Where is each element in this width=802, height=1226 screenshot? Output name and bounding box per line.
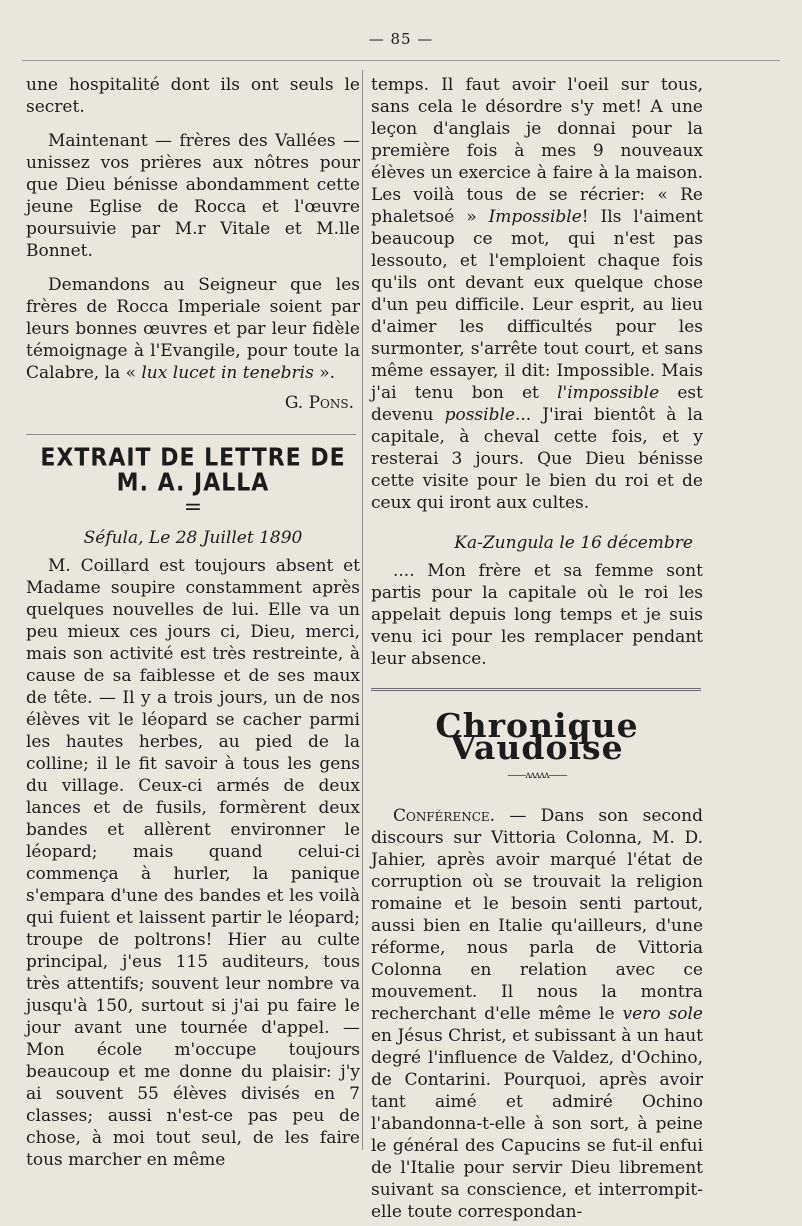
chronique-ornament: ——ʌʌʌʌʌ—— — [507, 770, 567, 781]
page-number: — 85 — — [368, 30, 434, 48]
conference-lead: Conférence. — [393, 806, 496, 826]
heading-ornament: = — [183, 495, 203, 520]
letter-continuation: temps. Il faut avoir l'oeil sur tous, sans cela le désordre s'y met! A une leçon d'anglais je donnai pour la première fois à mes 9 nouveaux élèves un exercice à faire à la maison. Les voilà tous de se récrier: « Re phaletsoé » Impossible! Ils l'aiment beaucoup ce mot, qui n'est pas lessouto, et l'emploient chaque fois qu'ils ont devant eux quelque chose d'un peu difficile. Leur esprit, au lieu d'aimer les difficultés pour les surmonter, s'arrête tout court, et sans même essayer, il dit: Impossible. Mais j'ai tenu bon et l'impossible est devenu possible... J'irai bientôt à la capitale, à cheval cette fois, et y resterai 3 jours. Que Dieu bénisse cette visite pour le bien du roi et de ceux qui iront aux cultes. — [371, 75, 703, 513]
column-divider — [362, 70, 363, 1150]
section-double-rule — [371, 688, 701, 691]
paragraph-conference: Conférence. — Dans son second discours sur Vittoria Colonna, M. D. Jahier, après avoir marqué l'état de corruption où se trouvait la religion romaine et le besoin senti partout, aussi bien en Italie qu'ailleurs, d'une réforme, nous parla de Vittoria Colonna en relation avec ce mouvement. Il nous la montra recherchant d'elle même le vero sole en Jésus Christ, et subissant à un haut degré l'influence de Valdez, d'Ochino, de Contarini. Pourquoi, après avoir tant aimé et admiré Ochino l'abandonna-t-elle à son sort, à peine le général des Capucins se fut-il enfui de l'Italie pour servir Dieu librement suivant sa conscience, et interrompit-elle toute correspondan- — [371, 806, 703, 1222]
second-dateline: Ka-Zungula le 16 décembre — [454, 533, 693, 553]
chronique-heading: Chronique Vaudoise — [435, 706, 639, 767]
left-column — [26, 74, 360, 1171]
paragraph-hospitalite: une hospitalité dont ils ont seuls le secret. — [26, 75, 360, 117]
paragraph-demandons: Demandons au Seigneur que les frères de Rocca Imperiale soient par leurs bonnes œuvres et par leur fidèle témoignage à l'Evangile, pour toute la Calabre, la « lux lucet in tenebris ». — [26, 275, 360, 383]
right-column — [371, 74, 703, 1223]
header-rule — [22, 60, 780, 61]
paragraph-mon-frere: .... Mon frère et sa femme sont partis pour la capitale où le roi les appelait depuis long temps et je suis venu ici pour les remplacer pendant leur absence. — [371, 561, 703, 669]
latin-quote: lux lucet in tenebris — [141, 363, 314, 383]
section-rule — [26, 434, 356, 435]
letter-dateline: Séfula, Le 28 Juillet 1890 — [83, 528, 303, 548]
paragraph-maintenant: Maintenant — frères des Vallées — unissez vos prières aux nôtres pour que Dieu bénisse abondamment cette jeune Eglise de Rocca et l'œuvre poursuivie par M.r Vitale et M.lle Bonnet. — [26, 131, 360, 261]
letter-heading: EXTRAIT DE LETTRE DE M. A. JALLA — [40, 443, 346, 498]
signature: G. Pons. — [284, 393, 354, 413]
letter-body: M. Coillard est toujours absent et Madame soupire constamment après quelques nouvelles de lui. Elle va un peu mieux ces jours ci, Dieu, merci, mais son activité est très restreinte, à cause de sa faiblesse et de ses maux de tête. — Il y a trois jours, un de nos élèves vit le léopard se cacher parmi les hautes herbes, au pied de la colline; il le fit savoir à tous les gens du village. Ceux-ci armés de deux lances et de fusils, formèrent deux bandes et allèrent environner le léopard; mais quand celui-ci commença à hurler, la panique s'empara d'une des bandes et les voilà qui fuient et laissent partir le léopard; troupe de poltrons! Hier au culte principal, j'eus 115 auditeurs, tous très attentifs; souvent leur nombre va jusqu'à 150, surtout si j'ai pu faire le jour avant une tournée d'appel. — Mon école m'occupe toujours beaucoup et me donne du plaisir: j'y ai souvent 55 élèves divisés en 7 classes; aussi n'est-ce pas peu de chose, à moi tout seul, de les faire tous marcher en même — [26, 556, 360, 1170]
